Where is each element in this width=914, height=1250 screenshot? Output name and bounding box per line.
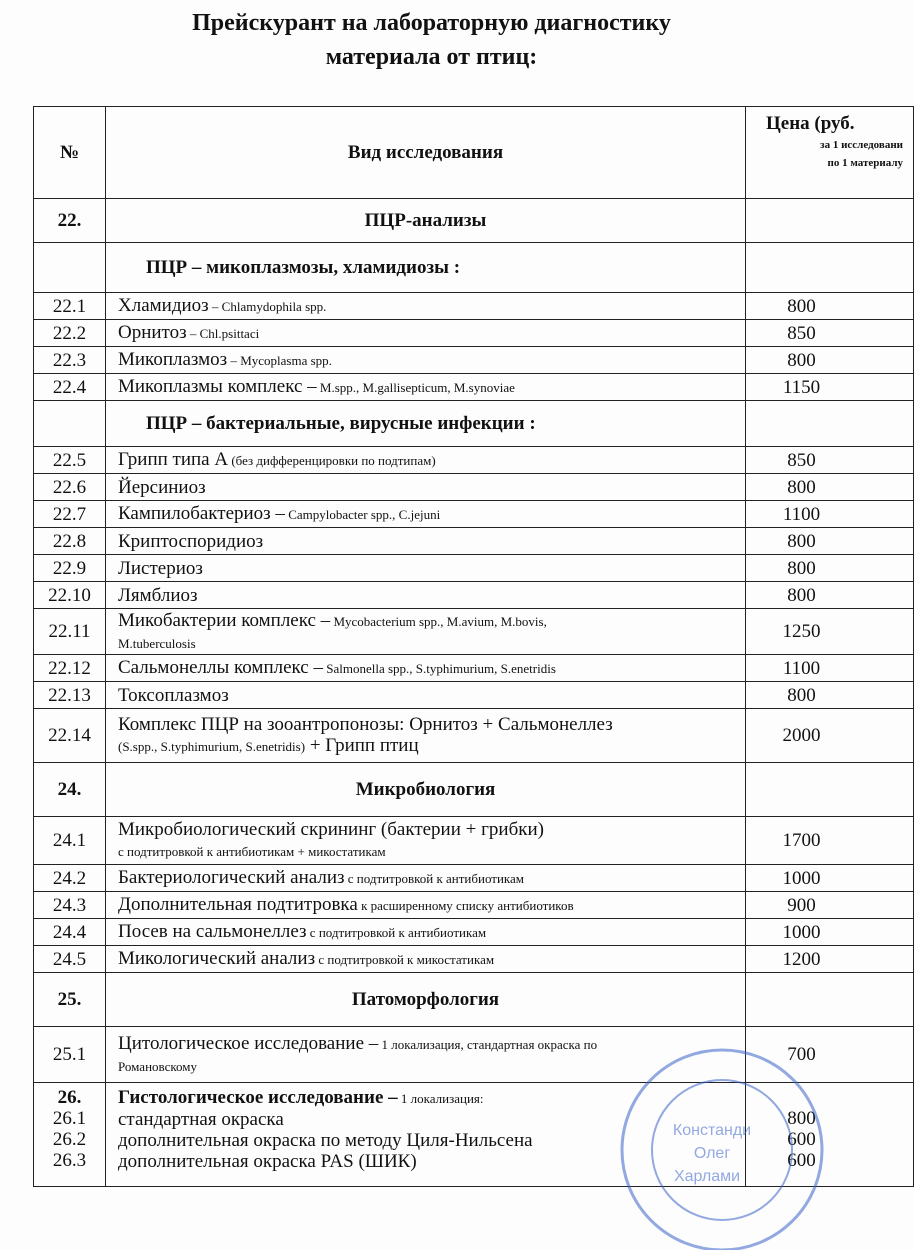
row-name-main: Посев на сальмонеллез: [118, 921, 307, 942]
row-name-main: Грипп типа А: [118, 449, 229, 470]
row-price: 1700: [746, 817, 914, 865]
table-row: [34, 1027, 914, 1083]
row-price: 800: [746, 582, 914, 609]
row-name-main: Комплекс ПЦР на зооантропонозы: Орнитоз + Сальмонеллез: [118, 714, 613, 735]
table-row: [34, 817, 914, 865]
row-name-detail: Campylobacter spp., C.jejuni: [284, 507, 441, 522]
row-num-group: [34, 1083, 106, 1187]
row-num: 26.2: [52, 1129, 87, 1150]
row-price: 600: [787, 1150, 816, 1171]
table-row: [34, 447, 914, 474]
row-name-detail: 1 локализация:: [397, 1091, 484, 1106]
row-num: 22.3: [34, 347, 106, 374]
table-row: [34, 374, 914, 401]
row-name-detail: с подтитровкой к микостатикам: [315, 952, 495, 967]
header-price-label: Цена (руб.: [766, 113, 855, 134]
table-row: [34, 501, 914, 528]
stamp-text-1: Констанди: [672, 1122, 752, 1139]
row-name: [106, 501, 746, 528]
empty-cell: [746, 763, 914, 817]
row-name: стандартная окраска: [118, 1109, 284, 1130]
row-name-main: Токсоплазмоз: [118, 684, 229, 706]
row-name-main: Дополнительная подтитровка: [118, 894, 358, 915]
row-name: [106, 609, 746, 655]
row-name: [106, 709, 746, 763]
row-name: [106, 447, 746, 474]
row-name: [106, 528, 746, 555]
row-num: 24.4: [34, 919, 106, 946]
header-price: [746, 107, 914, 199]
row-price: 800: [746, 555, 914, 582]
row-name: [106, 555, 746, 582]
row-price: 600: [787, 1129, 816, 1150]
header-num: №: [34, 107, 106, 199]
row-name: [106, 293, 746, 320]
row-num: 22.2: [34, 320, 106, 347]
row-name-detail: – Chlamydophila spp.: [208, 299, 327, 314]
row-num: 22.1: [34, 293, 106, 320]
row-price: 800: [787, 1108, 816, 1129]
row-name: [106, 946, 746, 973]
section-num: 22.: [34, 199, 106, 243]
row-name-main: Микробиологический скрининг (бактерии + грибки): [118, 819, 544, 840]
row-price: 1250: [746, 609, 914, 655]
row-price: 2000: [746, 709, 914, 763]
table-row: [34, 655, 914, 682]
subsection-row: [34, 401, 914, 447]
section-num: 25.: [34, 973, 106, 1027]
row-price: 700: [746, 1027, 914, 1083]
table-row: [34, 709, 914, 763]
stamp-text-2: Олег: [693, 1145, 731, 1162]
row-num: 22.14: [34, 709, 106, 763]
row-name: дополнительная окраска по методу Циля-Нильсена: [118, 1130, 533, 1151]
table-row: [34, 682, 914, 709]
row-name-main: Кампилобактериоз –: [118, 503, 285, 524]
row-name: [106, 865, 746, 892]
row-num: 22.11: [34, 609, 106, 655]
section-row: [34, 973, 914, 1027]
row-num: 24.2: [34, 865, 106, 892]
row-name: [106, 682, 746, 709]
table-row: [34, 609, 914, 655]
row-name-main: Криптоспоридиоз: [118, 530, 264, 552]
row-price: 1000: [746, 919, 914, 946]
row-name-main: Листериоз: [118, 557, 203, 579]
row-num: 22.6: [34, 474, 106, 501]
row-num: 22.9: [34, 555, 106, 582]
row-name-main: Сальмонеллы комплекс –: [118, 657, 323, 678]
row-name-main: Бактериологический анализ: [118, 867, 345, 888]
row-name-main: Лямблиоз: [118, 584, 198, 606]
header-price-sub1: за 1 исследовани: [820, 139, 903, 151]
row-name-detail: Salmonella spp., S.typhimurium, S.enetridis: [322, 661, 556, 676]
table-row: [34, 582, 914, 609]
row-name-detail: M.spp., M.gallisepticum, M.synoviae: [316, 380, 515, 395]
row-price: 850: [746, 320, 914, 347]
row-name-group: [106, 1083, 746, 1187]
empty-cell: [746, 973, 914, 1027]
row-num: 22.4: [34, 374, 106, 401]
row-price: 1100: [746, 655, 914, 682]
row-num: 26.1: [52, 1108, 87, 1129]
table-header-row: [34, 107, 914, 199]
row-name: дополнительная окраска PAS (ШИК): [118, 1151, 417, 1172]
row-price: 900: [746, 892, 914, 919]
row-name-main: Гистологическое исследование –: [118, 1087, 398, 1108]
row-num: 22.8: [34, 528, 106, 555]
row-num: 22.5: [34, 447, 106, 474]
row-num: 22.10: [34, 582, 106, 609]
row-name: [106, 919, 746, 946]
section-price-cell: [746, 199, 914, 243]
row-name: [106, 892, 746, 919]
row-name-detail: с подтитровкой к антибиотикам: [344, 871, 525, 886]
row-name-main: Цитологическое исследование –: [118, 1032, 379, 1054]
section-num: 24.: [34, 763, 106, 817]
section-title: Микробиология: [106, 763, 746, 817]
table-row: [34, 946, 914, 973]
row-name-detail: к расширенному списку антибиотиков: [357, 898, 574, 913]
row-name: [106, 1027, 746, 1083]
header-name: Вид исследования: [106, 107, 746, 199]
row-price: 800: [746, 528, 914, 555]
title-line-2: материала от птиц:: [325, 44, 538, 70]
row-num: 24.5: [34, 946, 106, 973]
row-price: 1100: [746, 501, 914, 528]
row-num: 26.: [57, 1087, 82, 1108]
title-line-1: Прейскурант на лабораторную диагностику: [192, 10, 671, 36]
row-num: 22.7: [34, 501, 106, 528]
row-name-main: Микологический анализ: [118, 948, 316, 969]
row-price: 800: [746, 347, 914, 374]
row-name-main: Микобактерии комплекс –: [118, 609, 331, 631]
row-name-detail-2: (S.spp., S.typhimurium, S.enetridis): [118, 739, 306, 754]
empty-cell: [34, 243, 106, 293]
empty-cell: [746, 401, 914, 447]
row-num: 22.12: [34, 655, 106, 682]
row-name-detail: – Mycoplasma spp.: [227, 353, 332, 368]
row-price: 850: [746, 447, 914, 474]
table-row: [34, 474, 914, 501]
empty-cell: [746, 243, 914, 293]
row-name-detail: Mycobacterium spp., M.avium, M.bovis,: [330, 613, 547, 629]
empty-cell: [34, 401, 106, 447]
row-name-main: Микоплазмоз: [118, 349, 228, 370]
row-name: [106, 817, 746, 865]
row-num: 24.3: [34, 892, 106, 919]
row-name: [106, 347, 746, 374]
row-name-detail-2: с подтитровкой к антибиотикам + микостатикам: [118, 844, 386, 859]
table-row: [34, 320, 914, 347]
row-price-group: [746, 1083, 914, 1187]
subsection-title: ПЦР – микоплазмозы, хламидиозы :: [106, 243, 746, 293]
row-num: 26.3: [52, 1150, 87, 1171]
row-name-detail-2: M.tuberculosis: [118, 635, 196, 651]
row-num: 24.1: [34, 817, 106, 865]
table-row: [34, 347, 914, 374]
price-table: [33, 106, 914, 1187]
table-row: [34, 892, 914, 919]
row-num: 22.13: [34, 682, 106, 709]
table-row: [34, 919, 914, 946]
row-name-main: Йерсиниоз: [118, 476, 206, 498]
row-price: 1150: [746, 374, 914, 401]
row-price: 1200: [746, 946, 914, 973]
table-row: [34, 528, 914, 555]
header-price-sub2: по 1 материалу: [827, 157, 903, 169]
row-name-detail-2: Романовскому: [118, 1058, 197, 1074]
row-name-detail: 1 локализация, стандартная окраска по: [378, 1036, 598, 1052]
row-name: [106, 655, 746, 682]
table-row: [34, 1083, 914, 1187]
row-name-tail: + Грипп птиц: [305, 735, 419, 756]
row-price: 800: [746, 293, 914, 320]
section-title: Патоморфология: [106, 973, 746, 1027]
table-row: [34, 865, 914, 892]
row-price: 800: [746, 682, 914, 709]
row-name-detail: – Chl.psittaci: [186, 326, 260, 341]
row-name: [106, 374, 746, 401]
subsection-title: ПЦР – бактериальные, вирусные инфекции :: [106, 401, 746, 447]
section-title: ПЦР-анализы: [106, 199, 746, 243]
row-name: [106, 474, 746, 501]
table-row: [34, 293, 914, 320]
row-name-main: Хламидиоз: [118, 295, 209, 316]
section-row: [34, 199, 914, 243]
subsection-row: [34, 243, 914, 293]
row-name-main: Орнитоз: [118, 322, 187, 343]
document-title: [0, 6, 893, 74]
table-row: [34, 555, 914, 582]
row-num: 25.1: [34, 1027, 106, 1083]
row-price: 800: [746, 474, 914, 501]
row-name: [106, 320, 746, 347]
row-name-detail: (без дифференцировки по подтипам): [228, 453, 436, 468]
row-name: [106, 582, 746, 609]
row-name-main: Микоплазмы комплекс –: [118, 376, 317, 397]
section-row: [34, 763, 914, 817]
row-name-detail: с подтитровкой к антибиотикам: [306, 925, 487, 940]
stamp-text-3: Харлами: [673, 1168, 741, 1185]
row-price: 1000: [746, 865, 914, 892]
